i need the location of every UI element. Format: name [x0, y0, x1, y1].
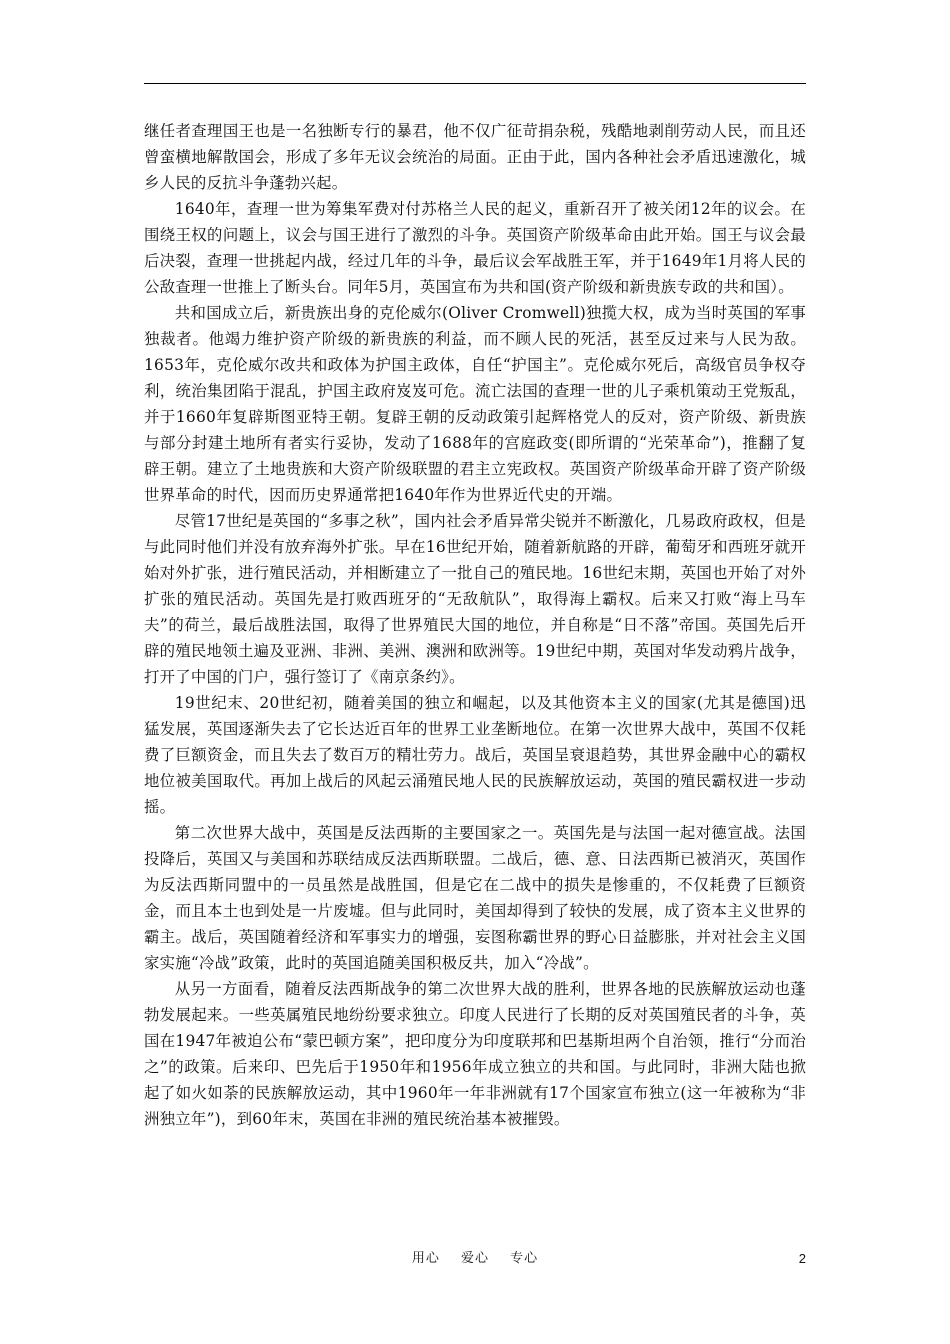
paragraph: 19世纪末、20世纪初，随着美国的独立和崛起，以及其他资本主义的国家(尤其是德国)迅猛发展，英国逐渐失去了它长达近百年的世界工业垄断地位。在第一次世界大战中，英国不仅耗费了巨额资金，而且失去了数百万的精壮劳力。战后，英国呈衰退趋势，其世界金融中心的霸权地位被美国取代。再加上战后的风起云涌殖民地人民的民族解放运动，英国的殖民霸权进一步动摇。 [144, 694, 806, 816]
paragraph: 第二次世界大战中，英国是反法西斯的主要国家之一。英国先是与法国一起对德宣战。法国投降后，英国又与美国和苏联结成反法西斯联盟。二战后，德、意、日法西斯已被消灭，英国作为反法西斯同盟中的一员虽然是战胜国，但是它在二战中的损失是惨重的，不仅耗费了巨额资金，而且本土也到处是一片废墟。但与此同时，美国却得到了较快的发展，成了资本主义世界的霸主。战后，英国随着经济和军事实力的增强，妄图称霸世界的野心日益膨胀，并对社会主义国家实施“冷战”政策，此时的英国追随美国积极反共，加入“冷战”。 [144, 824, 806, 972]
page-number: 2 [798, 1251, 806, 1266]
footer-motto: 用心 爱心 专心 [411, 1251, 539, 1266]
document-body [144, 118, 806, 1132]
paragraph: 共和国成立后，新贵族出身的克伦威尔(Oliver Cromwell)独揽大权，成为当时英国的军事独裁者。他竭力维护资产阶级的新贵族的利益，而不顾人民的死活，甚至反过来与人民为敌。1653年，克伦威尔改共和政体为护国主政体，自任“护国主”。克伦威尔死后，高级官员争权夺利，统治集团陷于混乱，护国主政府岌岌可危。流亡法国的查理一世的儿子乘机策动王党叛乱，并于1660年复辟斯图亚特王朝。复辟王朝的反动政策引起辉格党人的反对，资产阶级、新贵族与部分封建土地所有者实行妥协，发动了1688年的宫庭政变(即所谓的“光荣革命”)，推翻了复辟王朝。建立了土地贵族和大资产阶级联盟的君主立宪政权。英国资产阶级革命开辟了资产阶级世界革命的时代，因而历史界通常把1640年作为世界近代史的开端。 [144, 304, 806, 504]
paragraph: 尽管17世纪是英国的“多事之秋”，国内社会矛盾异常尖锐并不断激化，几易政府政权，但是与此同时他们并没有放弃海外扩张。早在16世纪开始，随着新航路的开辟，葡萄牙和西班牙就开始对外扩张，进行殖民活动，并相断建立了一批自己的殖民地。16世纪末期，英国也开始了对外扩张的殖民活动。英国先是打败西班牙的“无敌航队”，取得海上霸权。后来又打败“海上马车夫”的荷兰，最后战胜法国，取得了世界殖民大国的地位，并自称是“日不落”帝国。英国先后开辟的殖民地领土遍及亚洲、非洲、美洲、澳洲和欧洲等。19世纪中期，英国对华发动鸦片战争，打开了中国的门户，强行签订了《南京条约》。 [144, 512, 806, 686]
paragraph: 从另一方面看，随着反法西斯战争的第二次世界大战的胜利，世界各地的民族解放运动也蓬勃发展起来。一些英属殖民地纷纷要求独立。印度人民进行了长期的反对英国殖民者的斗争，英国在1947年被迫公布“蒙巴顿方案”，把印度分为印度联邦和巴基斯坦两个自治领，推行“分而治之”的政策。后来印、巴先后于1950年和1956年成立独立的共和国。与此同时，非洲大陆也掀起了如火如荼的民族解放运动，其中1960年一年非洲就有17个国家宣布独立(这一年被称为“非洲独立年”)，到60年末，英国在非洲的殖民统治基本被摧毁。 [144, 980, 806, 1128]
paragraph: 继任者查理国王也是一名独断专行的暴君，他不仅广征苛捐杂税，残酷地剥削劳动人民，而且还曾蛮横地解散国会，形成了多年无议会统治的局面。正由于此，国内各种社会矛盾迅速激化，城乡人民的反抗斗争蓬勃兴起。 [144, 122, 806, 192]
header-rule [144, 83, 806, 84]
paragraph: 1640年，查理一世为筹集军费对付苏格兰人民的起义，重新召开了被关闭12年的议会。在围绕王权的问题上，议会与国王进行了激烈的斗争。英国资产阶级革命由此开始。国王与议会最后决裂，查理一世挑起内战，经过几年的斗争，最后议会军战胜王军，并于1649年1月将人民的公敌查理一世推上了断头台。同年5月，英国宣布为共和国(资产阶级和新贵族专政的共和国）。 [144, 200, 806, 296]
